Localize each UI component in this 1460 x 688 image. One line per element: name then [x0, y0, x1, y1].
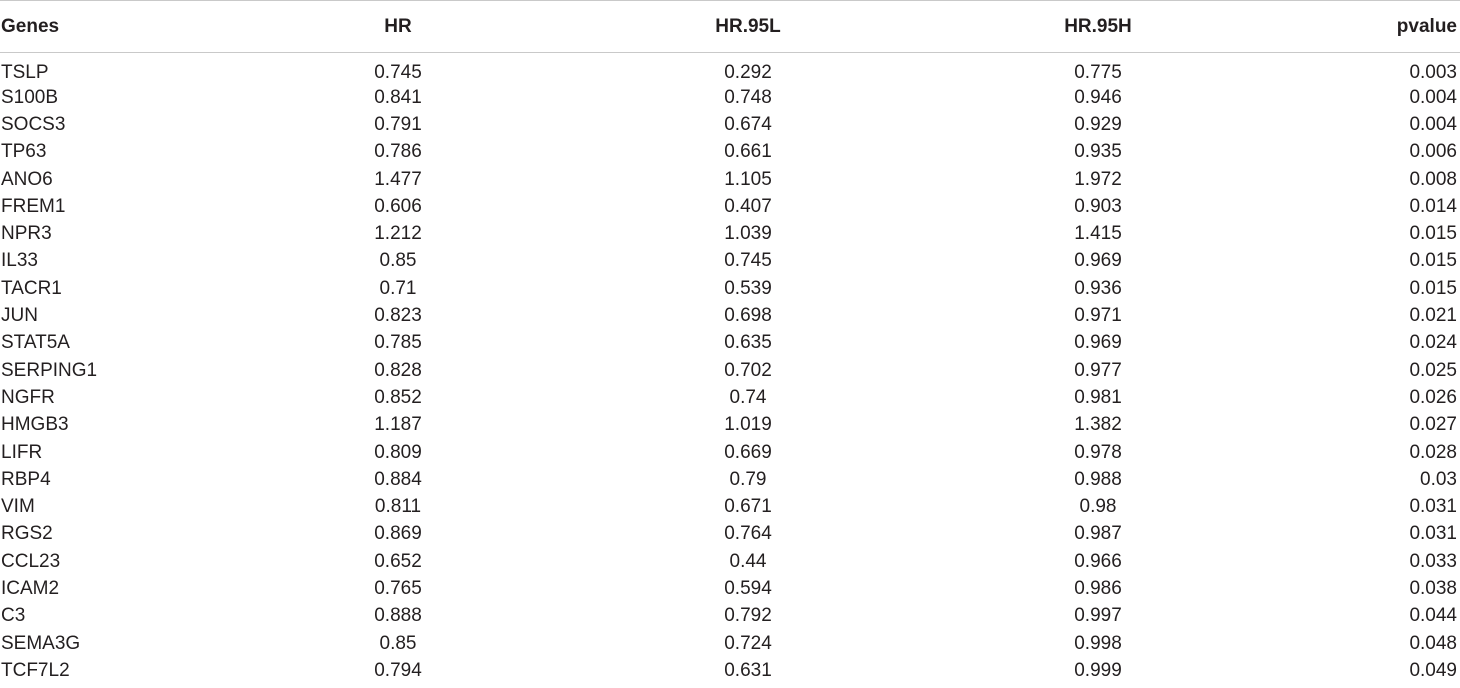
table-row — [0, 166, 1460, 193]
hr95h-cell: 0.936 — [1074, 277, 1122, 299]
hr95h-cell: 1.415 — [1074, 223, 1122, 245]
hr-cell: 0.884 — [374, 468, 422, 490]
hr95h-cell: 0.998 — [1074, 632, 1122, 654]
hr95l-cell: 0.594 — [724, 577, 772, 599]
table-row — [0, 139, 1460, 166]
gene-cell: TSLP — [1, 62, 49, 83]
hr95l-cell: 1.105 — [724, 168, 772, 190]
hr-cell: 0.823 — [374, 305, 422, 327]
table-row — [0, 493, 1460, 520]
table-row — [0, 193, 1460, 220]
gene-cell: RBP4 — [1, 468, 51, 490]
hr95h-cell: 0.987 — [1074, 523, 1122, 545]
hr95l-cell: 0.745 — [724, 250, 772, 272]
pvalue-cell: 0.048 — [1409, 632, 1457, 654]
gene-cell: TCF7L2 — [1, 659, 70, 681]
pvalue-cell: 0.004 — [1409, 86, 1457, 108]
gene-cell: JUN — [1, 305, 38, 327]
hr95h-cell: 0.977 — [1074, 359, 1122, 381]
hr95l-cell: 0.724 — [724, 632, 772, 654]
table-row — [0, 53, 1460, 85]
pvalue-cell: 0.006 — [1409, 141, 1457, 163]
hr-cell: 0.811 — [374, 496, 422, 518]
hr95l-cell: 0.764 — [724, 523, 772, 545]
hr95l-cell: 0.698 — [724, 305, 772, 327]
pvalue-cell: 0.03 — [1420, 468, 1457, 490]
hr-cell: 0.71 — [379, 277, 417, 299]
table-row — [0, 630, 1460, 657]
gene-cell: LIFR — [1, 441, 43, 463]
hr95l-cell: 0.631 — [724, 659, 772, 681]
hr-cell: 0.828 — [374, 359, 422, 381]
hr-cell: 0.85 — [379, 632, 417, 654]
hr95h-cell: 0.903 — [1074, 195, 1122, 217]
hr95h-cell: 0.966 — [1074, 550, 1122, 572]
pvalue-cell: 0.004 — [1409, 113, 1457, 135]
gene-cell: CCL23 — [1, 550, 61, 572]
table-row — [0, 521, 1460, 548]
pvalue-cell: 0.027 — [1409, 414, 1457, 436]
gene-cell: TP63 — [1, 141, 47, 163]
hr95h-cell: 0.946 — [1074, 86, 1122, 108]
header-hr95h: HR.95H — [923, 1, 1273, 53]
hr-cell: 0.785 — [374, 332, 422, 354]
hr95l-cell: 1.039 — [724, 223, 772, 245]
pvalue-cell: 0.025 — [1409, 359, 1457, 381]
hr95h-cell: 0.971 — [1074, 305, 1122, 327]
gene-cell: SERPING1 — [1, 359, 98, 381]
gene-cell: RGS2 — [1, 523, 53, 545]
pvalue-cell: 0.031 — [1409, 496, 1457, 518]
gene-cell: SEMA3G — [1, 632, 81, 654]
table-row — [0, 466, 1460, 493]
pvalue-cell: 0.033 — [1409, 550, 1457, 572]
gene-cell: NGFR — [1, 386, 55, 408]
hr-cell: 0.794 — [374, 659, 422, 681]
hr95l-cell: 0.79 — [729, 468, 767, 490]
pvalue-cell: 0.021 — [1409, 305, 1457, 327]
hr95h-cell: 0.988 — [1074, 468, 1122, 490]
hr95l-cell: 1.019 — [724, 414, 772, 436]
gene-cell: SOCS3 — [1, 113, 66, 135]
hr95l-cell: 0.74 — [729, 386, 767, 408]
table-body — [0, 53, 1460, 685]
pvalue-cell: 0.028 — [1409, 441, 1457, 463]
hr95h-cell: 0.981 — [1074, 386, 1122, 408]
pvalue-cell: 0.038 — [1409, 577, 1457, 599]
table-row — [0, 111, 1460, 138]
gene-cell: S100B — [1, 86, 59, 108]
hr-cell: 0.841 — [374, 86, 422, 108]
hr-cell: 0.85 — [379, 250, 417, 272]
hr95l-cell: 0.407 — [724, 195, 772, 217]
hr95h-cell: 0.986 — [1074, 577, 1122, 599]
header-genes: Genes — [0, 1, 223, 53]
hr-cell: 0.786 — [374, 141, 422, 163]
pvalue-cell: 0.015 — [1409, 277, 1457, 299]
hr-cell: 1.212 — [374, 223, 422, 245]
hr95l-cell: 0.635 — [724, 332, 772, 354]
table-row — [0, 657, 1460, 684]
pvalue-cell: 0.003 — [1409, 62, 1457, 83]
hr95l-cell: 0.671 — [724, 496, 772, 518]
hr95h-cell: 0.929 — [1074, 113, 1122, 135]
hr95l-cell: 0.44 — [729, 550, 767, 572]
hr95h-cell: 0.775 — [1074, 62, 1122, 83]
table-row — [0, 275, 1460, 302]
table-row — [0, 357, 1460, 384]
hr-cell: 1.187 — [374, 414, 422, 436]
header-pvalue: pvalue — [1273, 1, 1460, 53]
hr95h-cell: 0.969 — [1074, 332, 1122, 354]
gene-cell: VIM — [1, 496, 35, 518]
header-hr: HR — [223, 1, 573, 53]
table-row — [0, 603, 1460, 630]
gene-cell: FREM1 — [1, 195, 66, 217]
hr95h-cell: 0.98 — [1079, 496, 1117, 518]
table-row — [0, 384, 1460, 411]
pvalue-cell: 0.026 — [1409, 386, 1457, 408]
gene-cell: ICAM2 — [1, 577, 60, 599]
hr95l-cell: 0.702 — [724, 359, 772, 381]
table-row — [0, 412, 1460, 439]
pvalue-cell: 0.015 — [1409, 223, 1457, 245]
hr-cell: 0.791 — [374, 113, 422, 135]
hr95h-cell: 0.997 — [1074, 605, 1122, 627]
hr-cell: 0.888 — [374, 605, 422, 627]
gene-cell: ANO6 — [1, 168, 53, 190]
hr95h-cell: 0.978 — [1074, 441, 1122, 463]
header-row — [0, 1, 1460, 53]
hr95l-cell: 0.292 — [724, 62, 772, 83]
hr-cell: 0.869 — [374, 523, 422, 545]
table-row — [0, 302, 1460, 329]
hr95l-cell: 0.674 — [724, 113, 772, 135]
hr95h-cell: 0.969 — [1074, 250, 1122, 272]
table-row — [0, 439, 1460, 466]
header-hr95l: HR.95L — [573, 1, 923, 53]
hr95l-cell: 0.539 — [724, 277, 772, 299]
table-row — [0, 84, 1460, 111]
gene-cell: C3 — [1, 605, 26, 627]
table-row — [0, 575, 1460, 602]
hr95l-cell: 0.669 — [724, 441, 772, 463]
hr95h-cell: 1.972 — [1074, 168, 1122, 190]
hr-cell: 0.765 — [374, 577, 422, 599]
pvalue-cell: 0.014 — [1409, 195, 1457, 217]
hr95l-cell: 0.792 — [724, 605, 772, 627]
pvalue-cell: 0.049 — [1409, 659, 1457, 681]
pvalue-cell: 0.031 — [1409, 523, 1457, 545]
hr-cell: 0.809 — [374, 441, 422, 463]
hr95l-cell: 0.748 — [724, 86, 772, 108]
hr-cell: 0.852 — [374, 386, 422, 408]
hr95h-cell: 0.999 — [1074, 659, 1122, 681]
pvalue-cell: 0.024 — [1409, 332, 1457, 354]
hr95h-cell: 0.935 — [1074, 141, 1122, 163]
pvalue-cell: 0.008 — [1409, 168, 1457, 190]
hr-cell: 0.652 — [374, 550, 422, 572]
pvalue-cell: 0.015 — [1409, 250, 1457, 272]
hr-cell: 1.477 — [374, 168, 422, 190]
hr95h-cell: 1.382 — [1074, 414, 1122, 436]
table-row — [0, 330, 1460, 357]
gene-cell: IL33 — [1, 250, 38, 272]
table-row — [0, 248, 1460, 275]
table-row — [0, 220, 1460, 247]
gene-cell: NPR3 — [1, 223, 52, 245]
gene-cell: HMGB3 — [1, 414, 69, 436]
hr-cell: 0.745 — [374, 62, 422, 83]
hr95l-cell: 0.661 — [724, 141, 772, 163]
pvalue-cell: 0.044 — [1409, 605, 1457, 627]
gene-cell: TACR1 — [1, 277, 62, 299]
gene-cell: STAT5A — [1, 332, 70, 354]
hr-cell: 0.606 — [374, 195, 422, 217]
table-header — [0, 1, 1460, 53]
table-row — [0, 548, 1460, 575]
